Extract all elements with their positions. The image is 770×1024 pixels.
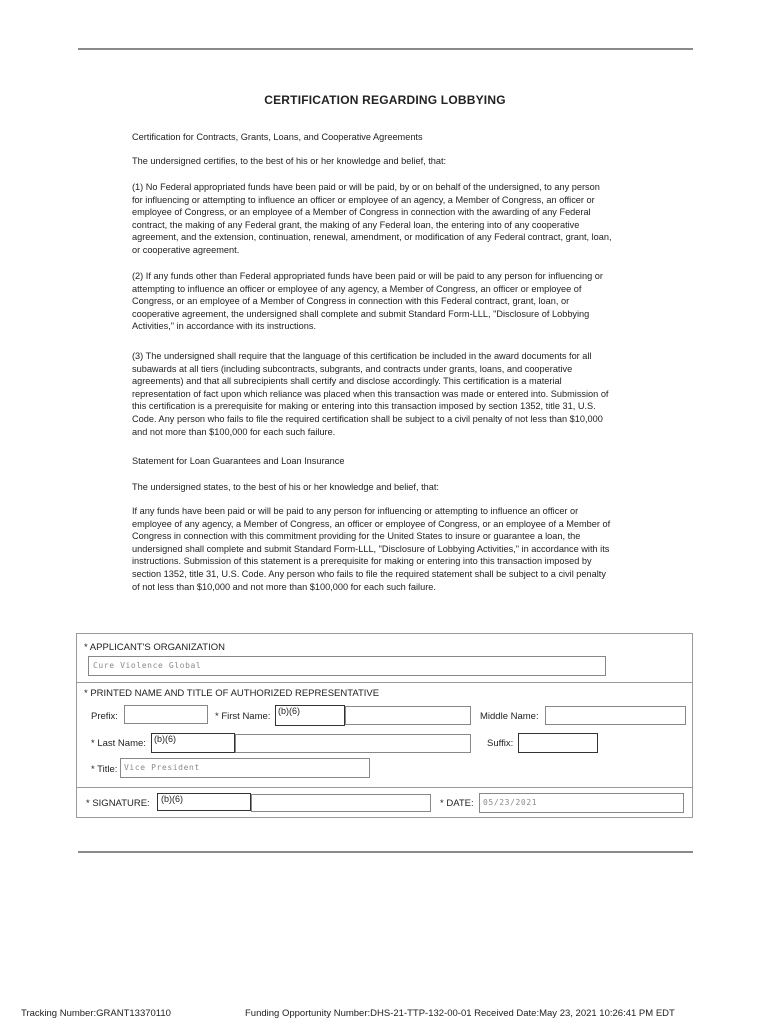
org-value: Cure Violence Global: [93, 661, 202, 670]
first-name-label: * First Name:: [215, 711, 271, 722]
middle-name-label: Middle Name:: [480, 711, 539, 722]
date-value: 05/23/2021: [483, 798, 538, 807]
last-name-value: (b)(6): [154, 734, 176, 744]
top-rule: [78, 48, 693, 50]
last-name-field[interactable]: [151, 733, 235, 753]
title-field[interactable]: [120, 758, 370, 778]
date-field[interactable]: [479, 793, 684, 813]
signature-label: * SIGNATURE:: [86, 798, 150, 809]
bottom-rule: [78, 851, 693, 853]
date-label: * DATE:: [440, 798, 474, 809]
first-name-field[interactable]: [275, 705, 345, 726]
cert-heading: Certification for Contracts, Grants, Loans, and Cooperative Agreements: [132, 132, 423, 142]
funding-info: Funding Opportunity Number:DHS-21-TTP-132-00-01 Received Date:May 23, 2021 10:26:41 PM EDT: [245, 1008, 675, 1019]
signature-value: (b)(6): [161, 794, 183, 804]
last-name-label: * Last Name:: [91, 738, 146, 749]
suffix-field[interactable]: [518, 733, 598, 753]
loan-intro: The undersigned states, to the best of his or her knowledge and belief, that:: [132, 482, 439, 492]
suffix-label: Suffix:: [487, 738, 514, 749]
signature-field[interactable]: [157, 793, 251, 811]
clause-3: (3) The undersigned shall require that the language of this certification be included in the award documents for all subawards at all tiers (including subcontracts, subgrants, and contracts under grants, loans, and cooperative agreements) and that all subrecipients shall certify and disclose accordingly. This certification is a material representation of fact upon which reliance was placed when this transaction was made or entered into. Submission of this certification is a prerequisite for making or entering into this transaction imposed by section 1352, title 31, U.S. Code. Any person who fails to file the required certification shall be subject to a civil penalty of not less than $10,000 and not more than $100,000 for each such failure.: [132, 351, 609, 437]
tracking-number: Tracking Number:GRANT13370110: [21, 1008, 171, 1019]
org-label: * APPLICANT'S ORGANIZATION: [84, 642, 225, 653]
first-name-value: (b)(6): [278, 706, 300, 716]
section-divider: [77, 682, 692, 683]
rep-label: * PRINTED NAME AND TITLE OF AUTHORIZED REPRESENTATIVE: [84, 688, 380, 699]
last-name-field-ext[interactable]: [235, 734, 471, 753]
clause-1: (1) No Federal appropriated funds have been paid or will be paid, by or on behalf of the undersigned, to any person for influencing or attempting to influence an officer or employee of an agency, a Member of Congress, an officer or employee of Congress, or an employee of a Member of Congress in connection with the awarding of any Federal contract, the making of any Federal grant, the making of any Federal loan, the entering into of any cooperative agreement, and the extension, continuation, renewal, amendment, or modification of any Federal contract, grant, loan, or cooperative agreement.: [132, 182, 612, 255]
org-field[interactable]: [88, 656, 606, 676]
section-divider: [77, 787, 692, 788]
loan-heading: Statement for Loan Guarantees and Loan Insurance: [132, 456, 345, 466]
title-value: Vice President: [124, 763, 200, 772]
cert-intro: The undersigned certifies, to the best of his or her knowledge and belief, that:: [132, 156, 447, 166]
loan-body: If any funds have been paid or will be paid to any person for influencing or attempting to influence an officer or employee of any agency, a Member of Congress, an officer or employee of Congress, or an employee of a Member of Congress in connection with this commitment providing for the United States to insure or guarantee a loan, the undersigned shall complete and submit Standard Form-LLL, "Disclosure of Lobbying Activities," in accordance with its instructions. Submission of this statement is a prerequisite for making or entering into this transaction imposed by section 1352, title 31, U.S. Code. Any person who fails to file the required statement shall be subject to a civil penalty of not less than $10,000 and not more than $100,000 for each such failure.: [132, 506, 611, 592]
signature-form: [76, 633, 693, 818]
first-name-field-ext[interactable]: [345, 706, 471, 725]
middle-name-field[interactable]: [545, 706, 686, 725]
title-label: * Title:: [91, 764, 118, 775]
prefix-field[interactable]: [124, 705, 208, 724]
page-title: CERTIFICATION REGARDING LOBBYING: [264, 93, 506, 107]
signature-field-ext[interactable]: [251, 794, 431, 812]
clause-2: (2) If any funds other than Federal appropriated funds have been paid or will be paid to any person for influencing or attempting to influence an officer or employee of any agency, a Member of Congress, an officer or employee of Congress, or an employee of a Member of Congress in connection with this Federal contract, grant, loan, or cooperative agreement, the undersigned shall complete and submit Standard Form-LLL, "Disclosure of Lobbying Activities," in accordance with its instructions.: [132, 271, 603, 332]
prefix-label: Prefix:: [91, 711, 118, 722]
